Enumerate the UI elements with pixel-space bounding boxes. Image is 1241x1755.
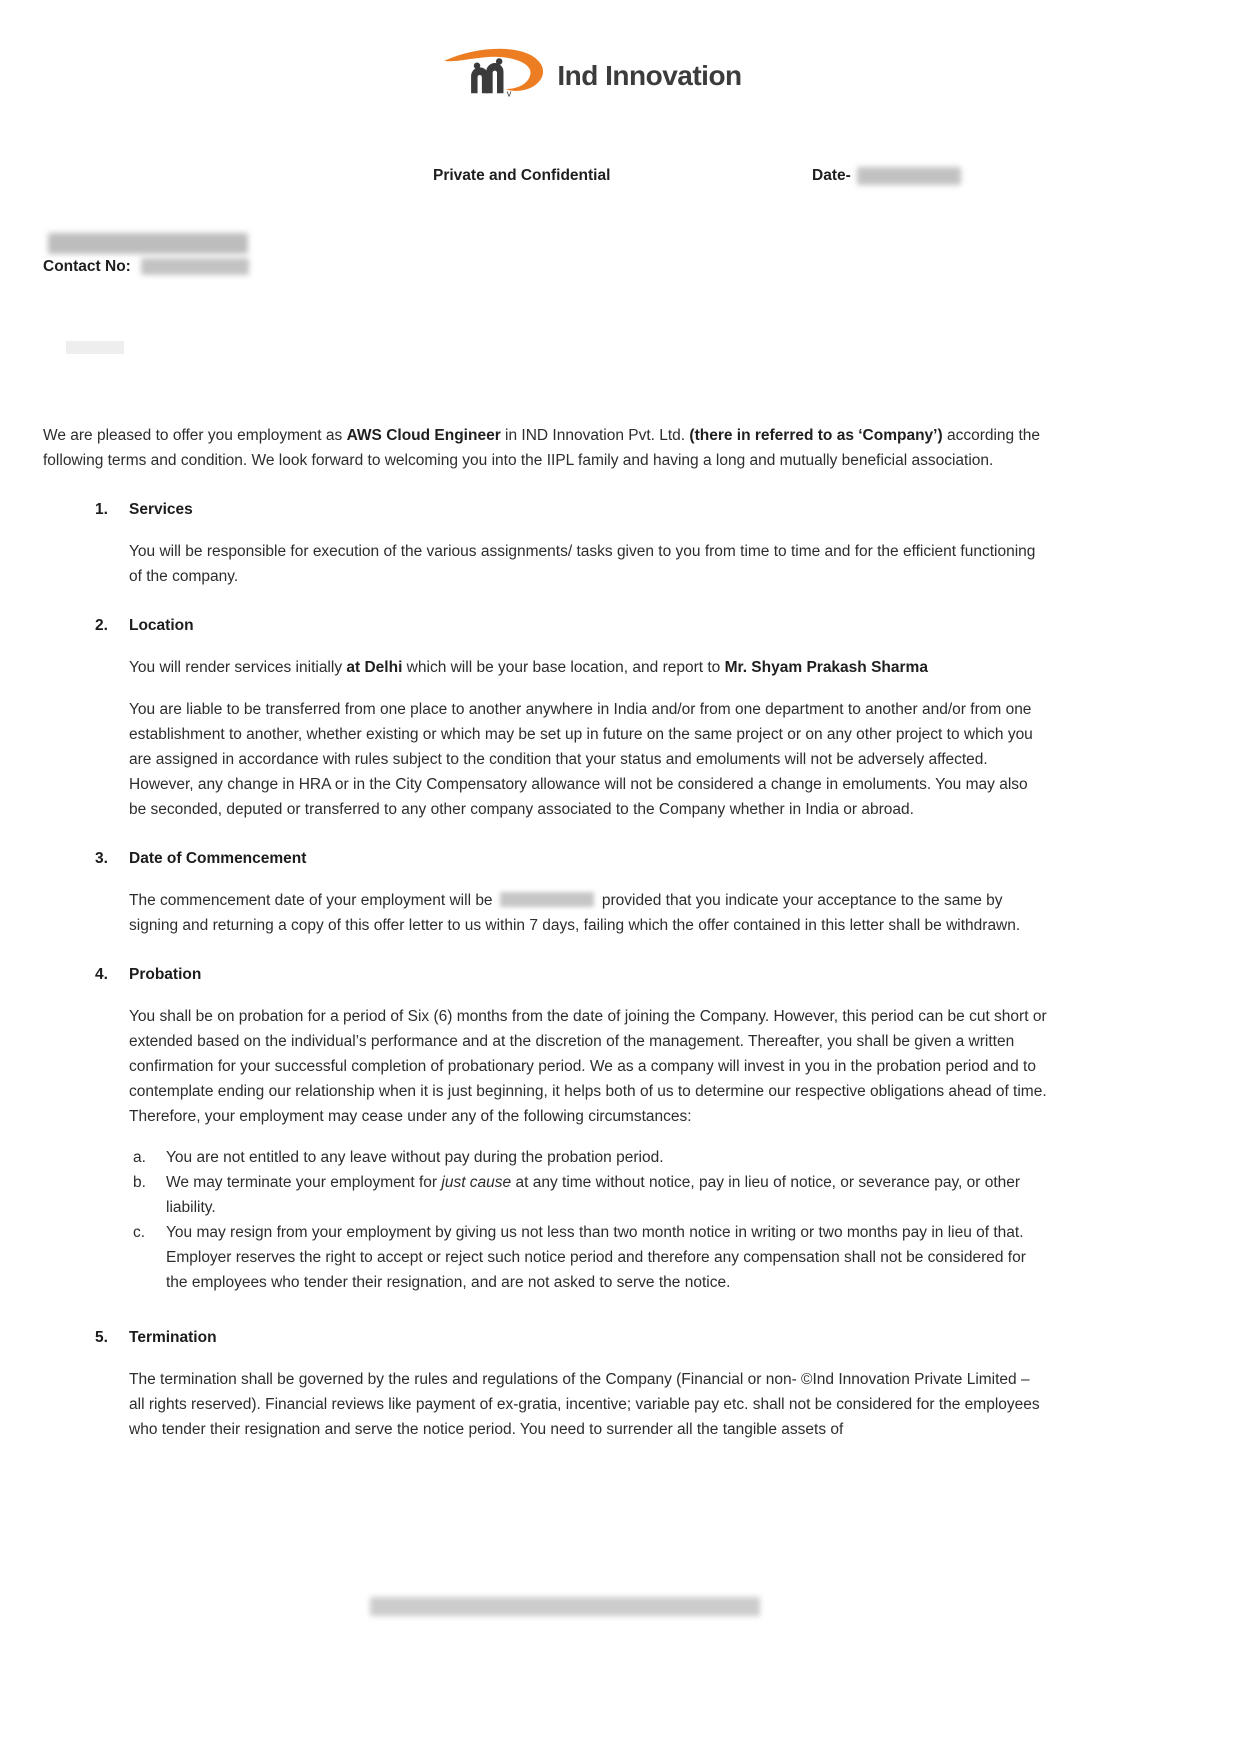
intro-company-ref: (there in referred to as ‘Company’) (689, 427, 943, 444)
list-b-just-cause: just cause (441, 1174, 512, 1191)
intro-paragraph (43, 423, 1048, 473)
list-item-b (133, 1170, 1048, 1220)
section-heading (43, 497, 1048, 522)
location-text-1: You will render services initially (129, 659, 347, 676)
section-heading (43, 962, 1048, 987)
company-logo (0, 28, 1213, 110)
commencement-paragraph (129, 888, 1048, 938)
probation-paragraph: You shall be on probation for a period of Six (6) months from the date of joining the Company. However, this period can be cut short or extended based on the individual’s performance and at the discretion of the management. Thereafter, you shall be given a written confirmation for your successful completion of probationary period. We as a company will invest in you in the probation period and to contemplate ending our relationship when it is just beginning, it helps both of us to determine our respective obligations ahead of time. Therefore, your employment may cease under any of the following circumstances: (129, 1008, 1047, 1125)
section-commencement (43, 846, 1048, 938)
section-number: 3. (95, 850, 108, 867)
location-manager: Mr. Shyam Prakash Sharma (724, 659, 928, 676)
section-number: 4. (95, 966, 108, 983)
letter-body (43, 423, 1048, 1442)
intro-text-2: in IND Innovation Pvt. Ltd. (500, 427, 690, 444)
services-paragraph: You will be responsible for execution of the various assignments/ tasks given to you from time to time and for the efficient functioning of the company. (129, 543, 1036, 585)
date-label: Date- (812, 167, 851, 184)
list-item-label: c. (133, 1224, 146, 1241)
list-item-a (133, 1145, 1048, 1170)
logo-sub-letter: v (507, 88, 512, 99)
list-item-text: You may resign from your employment by giving us not less than two month notice in writing or two months pay in lieu of that. Employer reserves the right to accept or reject such notice period and therefore any compensation shall not be considered for the employees who tender their resignation, and are not asked to serve the notice. (166, 1224, 1026, 1291)
section-title: Services (129, 501, 193, 518)
intro-text-1: We are pleased to offer you employment as (43, 427, 347, 444)
section-heading (43, 1325, 1048, 1350)
section-probation (43, 962, 1048, 1295)
location-paragraph-2: You are liable to be transferred from one place to another anywhere in India and/or from one department to another and/or from one establishment to another, whether existing or which may be set up in future on the same project or on any other project to which you are assigned in accordance with rules subject to the condition that your status and emoluments will not be adversely affected. However, any change in HRA or in the City Compensatory allowance will not be considered a change in emoluments. You may also be seconded, deputed or transferred to any other company associated to the Company whether in India or abroad. (129, 701, 1033, 818)
section-services (43, 497, 1048, 589)
list-b-text-1: We may terminate your employment for (166, 1174, 442, 1191)
commencement-text-2: provided that you indicate your acceptance to the same by signing and returning a copy of this offer letter to us within 7 days, failing which the offer contained in this letter shall be withdrawn. (129, 892, 1021, 934)
section-title: Termination (129, 1329, 217, 1346)
location-paragraph-1 (129, 655, 1048, 680)
section-title: Probation (129, 966, 202, 983)
intro-text-3: according the following terms and condition. We look forward to welcoming you into the IIPL family and having a long and mutually beneficial association. (43, 427, 1041, 469)
commencement-date-redacted (500, 892, 594, 907)
section-location (43, 613, 1048, 822)
contact-number-redacted (141, 258, 249, 275)
section-number: 5. (95, 1329, 108, 1346)
section-termination (43, 1325, 1048, 1442)
contact-label: Contact No: (43, 258, 131, 275)
date-line (812, 167, 961, 185)
termination-paragraph: The termination shall be governed by the rules and regulations of the Company (Financial or non- ©Ind Innovation Private Limited – all rights reserved). Financial reviews like payment of ex-gratia, incentive; variable pay etc. shall not be considered for the employees who tender their resignation and serve the notice period. You need to surrender all the tangible assets of (129, 1371, 1040, 1438)
commencement-text-1: The commencement date of your employment will be (129, 892, 497, 909)
company-logo-icon (443, 28, 551, 110)
list-item-c (133, 1220, 1048, 1295)
brand-name: Ind Innovation (557, 60, 742, 91)
section-title: Location (129, 617, 194, 634)
list-b-text-2: at any time without notice, pay in lieu of notice, or severance pay, or other liability. (166, 1174, 1021, 1216)
confidential-label: Private and Confidential (433, 167, 611, 184)
recipient-name-redacted (48, 233, 248, 254)
salutation-redacted (66, 341, 124, 354)
location-text-2: which will be your base location, and report to (402, 659, 725, 676)
intro-role: AWS Cloud Engineer (346, 427, 501, 444)
section-title: Date of Commencement (129, 850, 307, 867)
list-item-label: a. (133, 1149, 146, 1166)
section-number: 2. (95, 617, 108, 634)
list-item-label: b. (133, 1174, 146, 1191)
section-heading (43, 613, 1048, 638)
probation-list (133, 1145, 1048, 1295)
section-heading (43, 846, 1048, 871)
location-base: at Delhi (346, 659, 403, 676)
list-item-text: You are not entitled to any leave without pay during the probation period. (166, 1149, 664, 1166)
contact-line (43, 258, 249, 276)
footer-redacted (370, 1597, 760, 1616)
list-item-text (166, 1170, 1048, 1220)
date-value-redacted (857, 167, 961, 185)
section-number: 1. (95, 501, 108, 518)
